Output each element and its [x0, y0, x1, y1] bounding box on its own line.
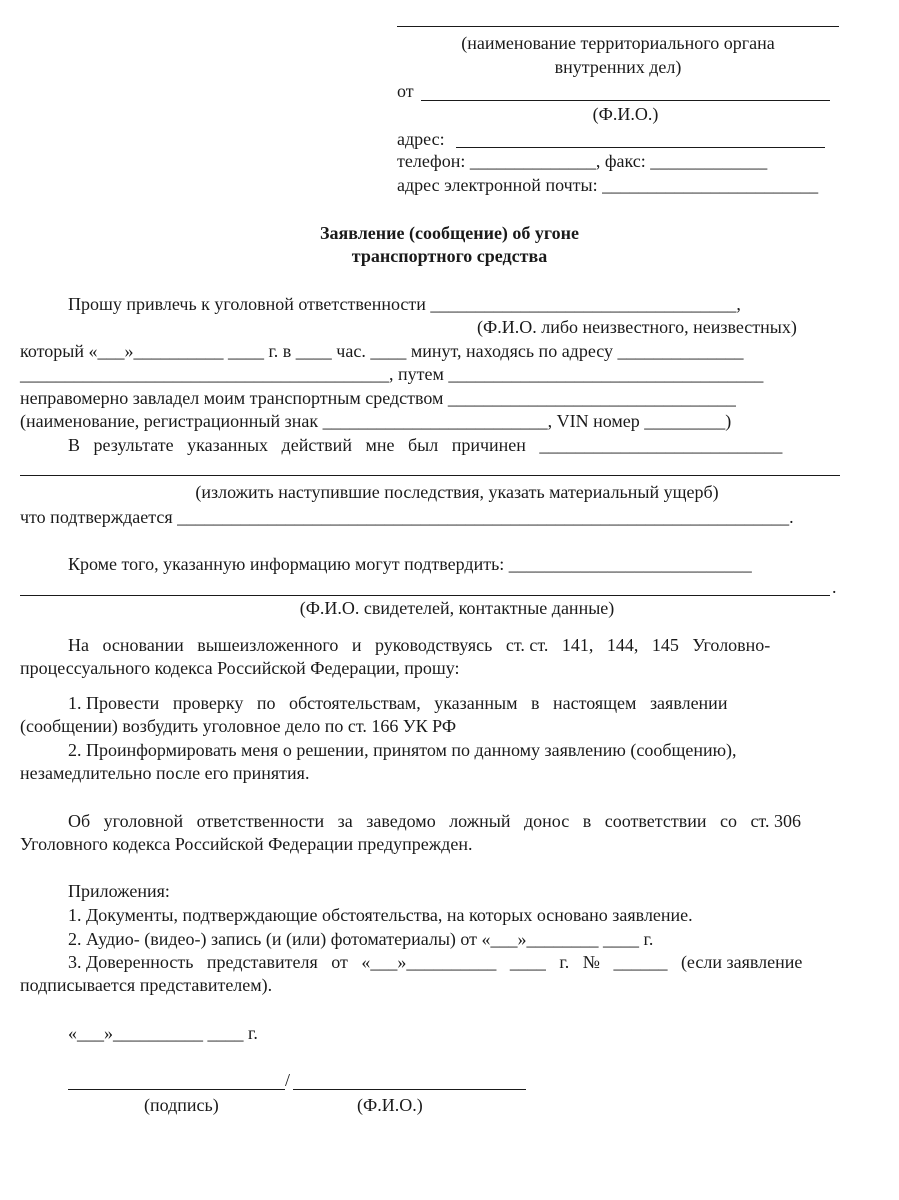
paragraph-1-line-5: (наименование, регистрационный знак _________________________, VIN номер _________): [20, 411, 732, 431]
attachment-1: 1. Документы, подтверждающие обстоятельства, на которых основано заявление.: [68, 905, 693, 925]
address-field: [456, 147, 825, 148]
paragraph-2-line-3: что подтверждается ____________________________________________________________________.: [20, 507, 794, 527]
paragraph-5-line-2: Уголовного кодекса Российской Федерации предупрежден.: [20, 834, 473, 854]
signature-fio-field: [293, 1089, 526, 1090]
paragraph-1-line-1: Прошу привлечь к уголовной ответственности __________________________________,: [68, 294, 741, 314]
phone-fax-line: телефон: ______________, факс: _____________: [397, 151, 768, 171]
paragraph-1-line-4: неправомерно завладел моим транспортным средством ________________________________: [20, 388, 736, 408]
signature-slash: /: [285, 1070, 291, 1090]
paragraph-4-line-1: На основании вышеизложенного и руководствуясь ст. ст. 141, 144, 145 Уголовно-: [68, 635, 771, 655]
from-fio-field: [421, 100, 830, 101]
address-label: адрес:: [397, 129, 445, 149]
signature-field: [68, 1089, 285, 1090]
attachment-3-line-2: подписывается представителем).: [20, 975, 273, 995]
organ-hint-line-2: внутренних дел): [554, 57, 682, 77]
email-line: адрес электронной почты: ________________________: [397, 175, 819, 195]
request-item-1-line-2: (сообщении) возбудить уголовное дело по ст. 166 УК РФ: [20, 716, 457, 736]
attachment-3-line-1: 3. Доверенность представителя от «___»__________ ____ г. № ______ (если заявление: [68, 952, 803, 972]
signature-hint: (подпись): [144, 1095, 219, 1115]
paragraph-2-line-1: В результате указанных действий мне был причинен ___________________________: [68, 435, 783, 455]
signature-fio-hint: (Ф.И.О.): [357, 1095, 423, 1115]
damage-field: [20, 475, 840, 476]
request-item-1-line-1: 1. Провести проверку по обстоятельствам, указанным в настоящем заявлении: [68, 693, 728, 713]
organ-name-field: [397, 26, 839, 27]
witness-field-period: .: [832, 577, 837, 597]
request-item-2-line-1: 2. Проинформировать меня о решении, принятом по данному заявлению (сообщению),: [68, 740, 737, 760]
paragraph-5-line-1: Об уголовной ответственности за заведомо ложный донос в соответствии со ст. 306: [68, 811, 801, 831]
paragraph-3-hint: (Ф.И.О. свидетелей, контактные данные): [299, 598, 615, 618]
paragraph-3-line-1: Кроме того, указанную информацию могут подтвердить: ___________________________: [68, 554, 752, 574]
from-fio-hint: (Ф.И.О.): [592, 104, 659, 124]
attachments-heading: Приложения:: [68, 881, 170, 901]
paragraph-1-line-2: который «___»__________ ____ г. в ____ час. ____ минут, находясь по адресу ______________: [20, 341, 744, 361]
paragraph-2-hint: (изложить наступившие последствия, указать материальный ущерб): [195, 482, 719, 502]
paragraph-4-line-2: процессуального кодекса Российской Федерации, прошу:: [20, 658, 460, 678]
date-line: «___»__________ ____ г.: [68, 1023, 258, 1043]
paragraph-1-line-3: _________________________________________, путем ___________________________________: [20, 364, 764, 384]
paragraph-1-hint: (Ф.И.О. либо неизвестного, неизвестных): [477, 317, 797, 337]
document-title-line-2: транспортного средства: [351, 246, 548, 266]
attachment-2: 2. Аудио- (видео-) запись (и (или) фотоматериалы) от «___»________ ____ г.: [68, 929, 654, 949]
document-title-line-1: Заявление (сообщение) об угоне: [319, 223, 580, 243]
request-item-2-line-2: незамедлительно после его принятия.: [20, 763, 310, 783]
organ-hint-line-1: (наименование территориального органа: [461, 33, 775, 53]
from-label: от: [397, 81, 414, 101]
witness-field: [20, 595, 830, 596]
